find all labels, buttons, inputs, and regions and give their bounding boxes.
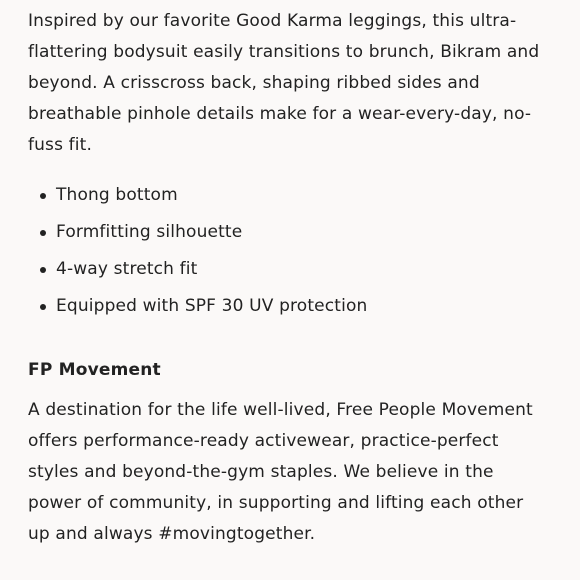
feature-label: 4-way stretch fit <box>56 259 198 279</box>
brand-description: A destination for the life well-lived, Free People Movement offers performance-ready activewear, practice-perfect styles and beyond-the-gym staples. We believe in the power of community, in supporting and lifting each other up and always #movingtogether. <box>28 400 533 544</box>
bullet-icon <box>40 267 46 273</box>
bullet-icon <box>40 304 46 310</box>
feature-list <box>28 177 548 325</box>
product-description: Inspired by our favorite Good Karma leggings, this ultra-flattering bodysuit easily transitions to brunch, Bikram and beyond. A crisscross back, shaping ribbed sides and breathable pinhole details make for a wear-every-day, no-fuss fit. <box>28 11 540 155</box>
brand-heading: FP Movement <box>28 360 161 380</box>
bullet-icon <box>40 230 46 236</box>
feature-item <box>28 288 548 325</box>
bullet-icon <box>40 193 46 199</box>
feature-item <box>28 177 548 214</box>
feature-item <box>28 214 548 251</box>
feature-label: Equipped with SPF 30 UV protection <box>56 296 368 316</box>
feature-label: Formfitting silhouette <box>56 222 243 242</box>
feature-label: Thong bottom <box>56 185 178 205</box>
feature-item <box>28 251 548 288</box>
